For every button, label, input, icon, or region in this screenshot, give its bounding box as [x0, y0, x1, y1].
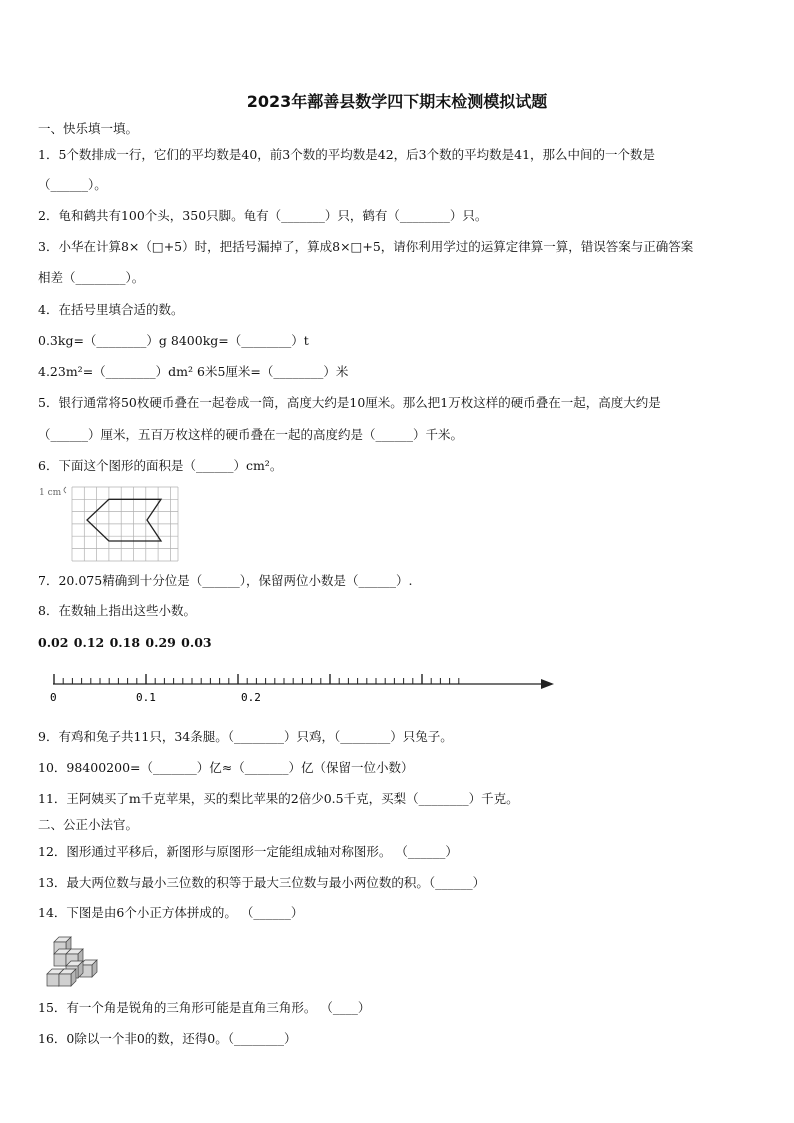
number-line-label-0-1: 0.1	[136, 691, 156, 704]
question-4-line-a: 0.3kg=（________）g 8400kg=（________）t	[38, 333, 309, 348]
section-2-heading: 二、公正小法官。	[38, 817, 139, 832]
question-5: 5．银行通常将50枚硬币叠在一起卷成一筒，高度大约是10厘米。那么把1万枚这样的硬币叠在一起，高度大约是	[38, 395, 661, 410]
question-4-line-b: 4.23m²=（________）dm² 6米5厘米=（________）米	[38, 364, 349, 379]
question-16: 16．0除以一个非0的数，还得0。（________）	[38, 1031, 297, 1046]
number-line-arrow	[541, 679, 554, 689]
question-13: 13．最大两位数与最小三位数的积等于最大三位数与最小两位数的积。（______）	[38, 875, 486, 890]
number-line	[40, 668, 590, 712]
question-8-numbers: 0.02 0.12 0.18 0.29 0.03	[38, 635, 212, 650]
grid-figure	[37, 483, 182, 565]
question-3: 3．小华在计算8×（□+5）时，把括号漏掉了，算成8×□+5，请你利用学过的运算定律算一算，错误答案与正确答案	[38, 239, 694, 254]
number-line-ticks	[54, 678, 459, 684]
question-12: 12．图形通过平移后，新图形与原图形一定能组成轴对称图形。 （______）	[38, 844, 458, 859]
question-11: 11．王阿姨买了m千克苹果，买的梨比苹果的2倍少0.5千克，买梨（________）千克。	[38, 791, 519, 806]
grid-unit-label: 1 cm	[39, 488, 62, 498]
grid-lines	[72, 487, 178, 561]
question-1-blank: （______）。	[38, 177, 107, 192]
question-10: 10．98400200=（_______）亿≈（_______）亿（保留一位小数）	[38, 760, 414, 775]
question-1: 1．5个数排成一行，它们的平均数是40，前3个数的平均数是42，后3个数的平均数是41，那么中间的一个数是	[38, 147, 656, 162]
question-7: 7．20.075精确到十分位是（______），保留两位小数是（______）.	[38, 573, 413, 588]
shape-outline	[87, 499, 161, 541]
question-6: 6．下面这个图形的面积是（______）cm²。	[38, 458, 283, 473]
page-title: 2023年鄯善县数学四下期末检测模拟试题	[246, 92, 548, 111]
question-3-blank: 相差（________）。	[38, 270, 145, 285]
question-15: 15．有一个角是锐角的三角形可能是直角三角形。 （____）	[38, 1000, 371, 1015]
number-line-label-0: 0	[50, 691, 57, 704]
question-14: 14．下图是由6个小正方体拼成的。 （______）	[38, 905, 304, 920]
section-1-heading: 一、快乐填一填。	[38, 121, 139, 136]
number-line-label-0-2: 0.2	[241, 691, 261, 704]
cube-stack-figure	[44, 934, 100, 988]
question-4: 4．在括号里填合适的数。	[38, 302, 184, 317]
question-9: 9．有鸡和兔子共11只，34条腿。（________）只鸡，（________）只兔子。	[38, 729, 453, 744]
question-2: 2．龟和鹤共有100个头，350只脚。龟有（_______）只，鹤有（________）只。	[38, 208, 488, 223]
question-5-blank: （______）厘米，五百万枚这样的硬币叠在一起的高度约是（______）千米。	[38, 427, 464, 442]
question-8: 8．在数轴上指出这些小数。	[38, 603, 196, 618]
